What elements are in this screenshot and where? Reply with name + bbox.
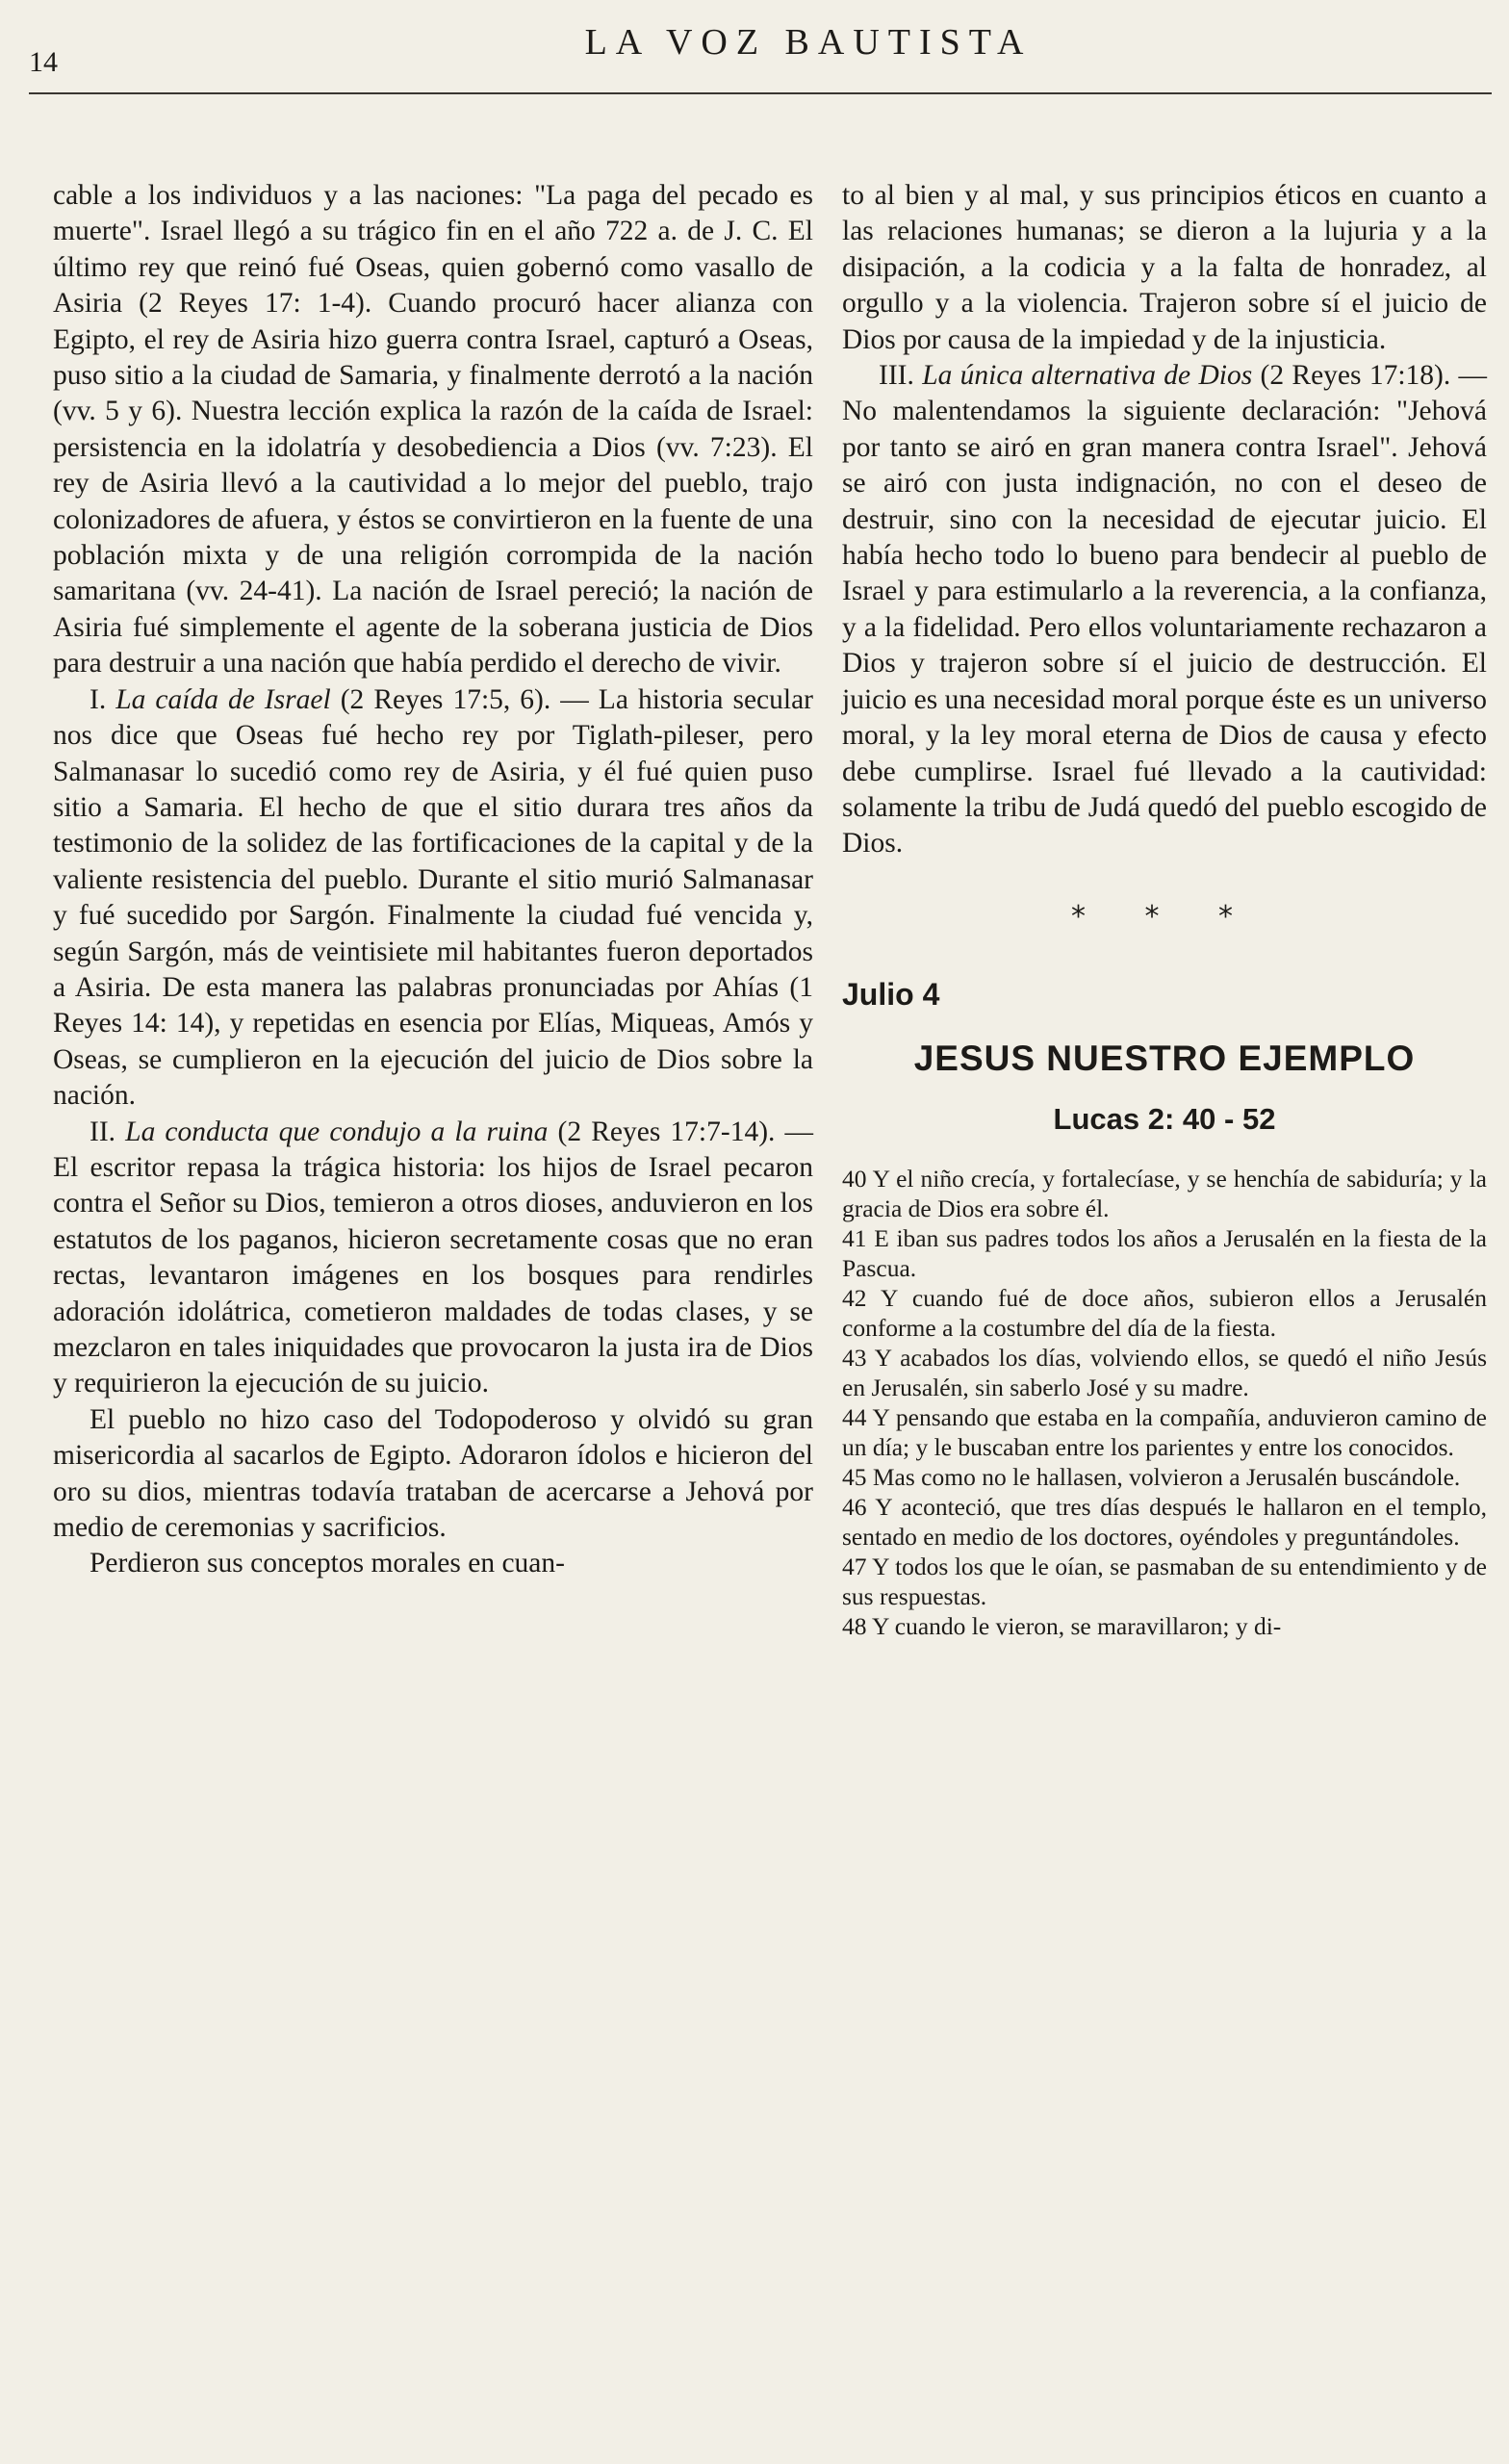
verse-text: E iban sus padres todos los años a Jerusalén en la fiesta de la Pascua.: [842, 1224, 1488, 1283]
verse-text: Y cuando fué de doce años, subieron ellos a Jerusalén conforme a la costumbre del día de la fiesta.: [842, 1284, 1487, 1343]
verse-number: 44: [842, 1403, 867, 1432]
verse: [842, 1283, 1487, 1343]
verse-number: 40: [842, 1165, 867, 1194]
lesson-title: JESUS NUESTRO EJEMPLO: [913, 1038, 1416, 1078]
verse: [842, 1462, 1487, 1492]
verse-number: 42: [842, 1284, 867, 1313]
verse-text: Y todos los que le oían, se pasmaban de su entendimiento y de sus respuestas.: [842, 1553, 1487, 1611]
verse: [842, 1343, 1487, 1402]
paragraph-continuation: cable a los individuos y a las naciones: "La paga del pecado es muerte". Israel llegó a su trágico fin en el año 722 a. de J. C. El último rey que reinó fué Oseas, quien gobernó como vasallo de Asiria (2 Reyes 17: 1-4). Cuando procuró hacer alianza con Egipto, el rey de Asiria hizo guerra contra Israel, capturó a Oseas, puso sitio a la ciudad de Samaria, y finalmente derrotó a la nación (vv. 5 y 6). Nuestra lección explica la razón de la caída de Israel: persistencia en la idolatría y desobediencia a Dios (vv. 7:23). El rey de Asiria llevó a la cautividad a lo mejor del pueblo, trajo colonizadores de afuera, y éstos se convirtieron en la fuente de una población mixta y de una religión corrompida de la nación samaritana (vv. 24-41). La nación de Israel pereció; la nación de Asiria fué simplemente el agente de la soberana justicia de Dios para destruir a una nación que había perdido el derecho de vivir.: [53, 180, 813, 680]
section-iii-ref: (2 Reyes 17:18).: [1260, 360, 1451, 392]
verse-number: 43: [842, 1344, 867, 1373]
verse-text: Y pensando que estaba en la compañía, anduvieron camino de un día; y le buscaban entre los parientes y entre los conocidos.: [842, 1403, 1487, 1462]
verse-number: 45: [842, 1463, 867, 1492]
section-ii-label: II.: [90, 1116, 116, 1147]
verse-text: Mas como no le hallasen, volvieron a Jerusalén buscándole.: [872, 1463, 1461, 1492]
verse: [842, 1552, 1487, 1611]
verse-text: Y el niño crecía, y fortalecíase, y se henchía de sabiduría; y la gracia de Dios era sobre él.: [842, 1165, 1487, 1223]
verse-text: Y acabados los días, volviendo ellos, se quedó el niño Jesús en Jerusalén, sin saberlo José y su madre.: [842, 1344, 1487, 1402]
left-column: [53, 178, 813, 1582]
section-i: [53, 682, 813, 1115]
section-ii-text: — El escritor repasa la trágica historia: los hijos de Israel pecaron contra el Señor su Dios, temieron a otros dioses, anduvieron en los estatutos de los paganos, hicieron secretamente cosas que no eran rectas, levantaron imágenes en los bosques para rendirles adoración idolátrica, cometieron maldades de todas clases, y se mezclaron en tales iniquidades que provocaron la justa ira de Dios y requirieron la ejecución de su juicio.: [53, 1116, 814, 1399]
right-column: [842, 178, 1487, 1641]
verse-text: Y cuando le vieron, se maravillaron; y di-: [871, 1612, 1282, 1641]
paragraph-people: El pueblo no hizo caso del Todopoderoso y olvidó su gran misericordia al sacarlos de Egipto. Adoraron ídolos e hicieron del oro su dios, mientras todavía trataban de acercarse a Jehová por medio de ceremonias y sacrificios.: [53, 1403, 813, 1544]
section-i-title: La caída de Israel: [115, 683, 331, 715]
verse: [842, 1492, 1487, 1552]
section-iii-text: — No malentendamos la siguiente declaración: "Jehová por tanto se airó en gran manera contra Israel". Jehová se airó con justa indignación, no con el deseo de destruir, sino con la necesidad de ejecutar juicio. El había hecho todo lo bueno para bendecir al pueblo de Israel y para estimularlo a la reverencia, a la confianza, y a la fidelidad. Pero ellos voluntariamente rechazaron a Dios y trajeron sobre sí el juicio de destrucción. El juicio es una necesidad moral porque éste es un universo moral, y la ley moral eterna de Dios de causa y efecto debe cumplirse. Israel fué llevado a la cautividad: solamente la tribu de Judá quedó del pueblo escogido de Dios.: [842, 360, 1488, 860]
verse: [842, 1402, 1487, 1462]
section-iii: [842, 358, 1487, 862]
section-ii-title: La conducta que condujo a la ruina: [125, 1116, 549, 1147]
paragraph-moral: Perdieron sus conceptos morales en cuan-: [90, 1548, 565, 1579]
verse: [842, 1611, 1487, 1641]
lesson-date: Julio 4: [842, 977, 940, 1013]
section-ii-ref: (2 Reyes 17:7-14).: [557, 1116, 776, 1147]
section-i-ref: (2 Reyes 17:5, 6).: [340, 683, 551, 715]
verse-number: 48: [842, 1612, 867, 1641]
section-i-text: — La historia secular nos dice que Oseas fué hecho rey por Tiglath-pileser, pero Salmanasar lo sucedió como rey de Asiria, y él fué quien puso sitio a Samaria. El hecho de que el sitio durara tres años da testimonio de la solidez de las fortificaciones de la capital y de la valiente resistencia del pueblo. Durante el sitio murió Salmanasar y fué sucedido por Sargón. Finalmente la ciudad fué vencida y, según Sargón, más de veintisiete mil habitantes fueron deportados a Asiria. De esta manera las palabras pronunciadas por Ahías (1 Reyes 14: 14), y repetidas en esencia por Elías, Miqueas, Amós y Oseas, se cumplieron en la ejecución del juicio de Dios sobre la nación.: [53, 683, 813, 1112]
running-title: LA VOZ BAUTISTA: [584, 22, 1033, 63]
section-ii: [53, 1115, 813, 1402]
section-iii-label: III.: [879, 360, 914, 392]
verse-text: Y aconteció, que tres días después le hallaron en el templo, sentado en medio de los doctores, oyéndoles y preguntándoles.: [842, 1493, 1487, 1552]
page-number: 14: [29, 46, 58, 78]
header-rule: [29, 92, 1492, 94]
page-header: [0, 0, 1509, 106]
section-separator: * * *: [1070, 899, 1259, 934]
verse: [842, 1223, 1487, 1283]
verse-number: 41: [842, 1224, 867, 1253]
verse-number: 46: [842, 1493, 867, 1522]
lesson-reference: Lucas 2: 40 - 52: [1053, 1101, 1276, 1136]
section-i-label: I.: [90, 683, 107, 715]
section-iii-title: La única alternativa de Dios: [922, 360, 1253, 392]
paragraph-continued: to al bien y al mal, y sus principios éticos en cuanto a las relaciones humanas; se dieron a la lujuria y a la disipación, a la codicia y a la falta de honradez, al orgullo y a la violencia. Trajeron sobre sí el juicio de Dios por causa de la impiedad y de la injusticia.: [842, 180, 1487, 355]
verse: [842, 1164, 1487, 1223]
scripture-verses: [842, 1164, 1487, 1641]
verse-number: 47: [842, 1553, 867, 1581]
